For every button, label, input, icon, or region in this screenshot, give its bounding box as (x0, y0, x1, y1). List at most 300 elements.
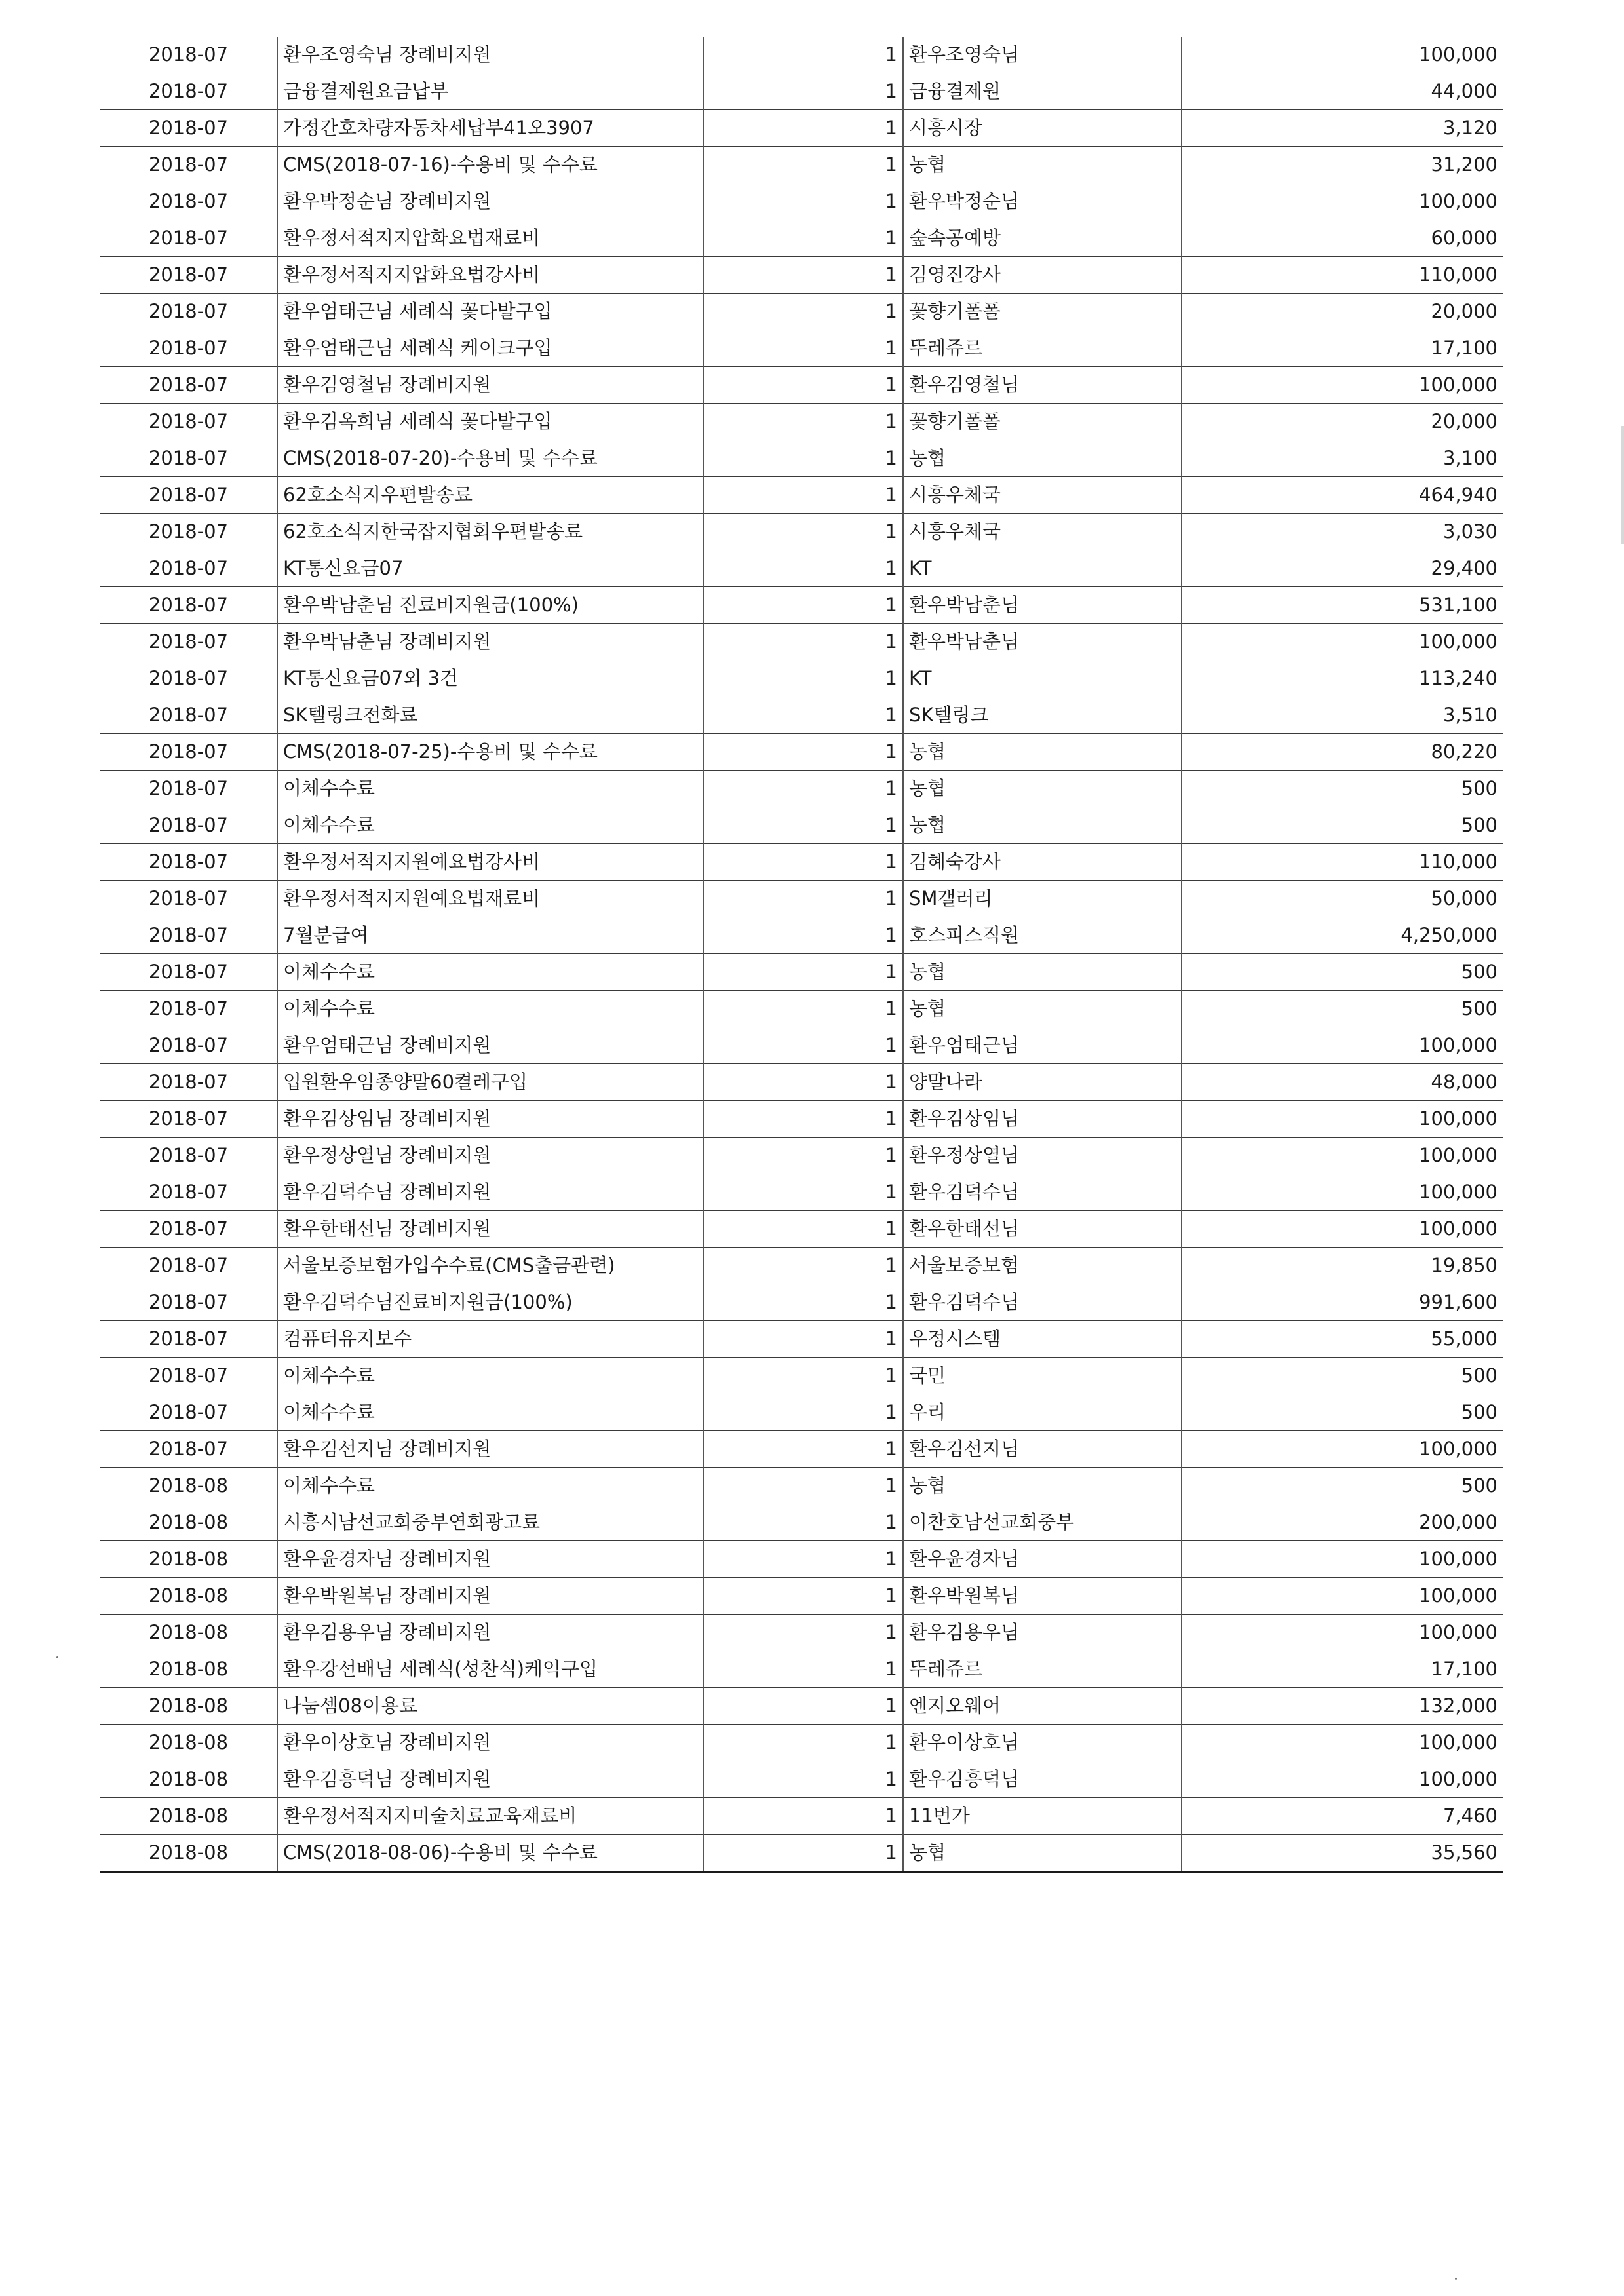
payee-cell: 농협 (903, 147, 1182, 183)
date-cell: 2018-07 (100, 1394, 277, 1431)
amount-cell: 531,100 (1182, 587, 1503, 624)
description-cell: 환우김덕수님진료비지원금(100%) (277, 1284, 703, 1321)
description-cell: 환우엄태근님 장례비지원 (277, 1027, 703, 1064)
description-cell: KT통신요금07 (277, 550, 703, 587)
table-row (100, 110, 1503, 147)
quantity-cell: 1 (703, 37, 903, 73)
table-row (100, 1688, 1503, 1725)
quantity-cell: 1 (703, 844, 903, 881)
payee-cell: 환우박정순님 (903, 183, 1182, 220)
description-cell: 환우김흥덕님 장례비지원 (277, 1761, 703, 1798)
payee-cell: 시흥우체국 (903, 477, 1182, 514)
table-row (100, 624, 1503, 660)
quantity-cell: 1 (703, 991, 903, 1027)
payee-cell: 꽃향기폴폴 (903, 404, 1182, 440)
amount-cell: 200,000 (1182, 1504, 1503, 1541)
table-row (100, 1541, 1503, 1578)
quantity-cell: 1 (703, 550, 903, 587)
date-cell: 2018-07 (100, 917, 277, 954)
quantity-cell: 1 (703, 1248, 903, 1284)
table-row (100, 1651, 1503, 1688)
date-cell: 2018-07 (100, 367, 277, 404)
table-row (100, 1321, 1503, 1358)
amount-cell: 35,560 (1182, 1835, 1503, 1872)
payee-cell: 농협 (903, 734, 1182, 771)
description-cell: CMS(2018-07-20)-수용비 및 수수료 (277, 440, 703, 477)
payee-cell: 환우김흥덕님 (903, 1761, 1182, 1798)
payee-cell: 농협 (903, 1468, 1182, 1504)
table-row (100, 1431, 1503, 1468)
description-cell: 환우한태선님 장례비지원 (277, 1211, 703, 1248)
table-row (100, 147, 1503, 183)
table-row (100, 294, 1503, 330)
description-cell: 시흥시남선교회중부연회광고료 (277, 1504, 703, 1541)
description-cell: 환우김옥희님 세례식 꽃다발구입 (277, 404, 703, 440)
quantity-cell: 1 (703, 1651, 903, 1688)
description-cell: 환우정서적지지미술치료교육재료비 (277, 1798, 703, 1835)
table-row (100, 587, 1503, 624)
amount-cell: 100,000 (1182, 1211, 1503, 1248)
payee-cell: 환우엄태근님 (903, 1027, 1182, 1064)
date-cell: 2018-07 (100, 1431, 277, 1468)
table-row (100, 367, 1503, 404)
amount-cell: 110,000 (1182, 257, 1503, 294)
date-cell: 2018-07 (100, 550, 277, 587)
quantity-cell: 1 (703, 1578, 903, 1615)
payee-cell: 환우윤경자님 (903, 1541, 1182, 1578)
amount-cell: 100,000 (1182, 1027, 1503, 1064)
date-cell: 2018-07 (100, 881, 277, 917)
amount-cell: 100,000 (1182, 1541, 1503, 1578)
payee-cell: 농협 (903, 440, 1182, 477)
date-cell: 2018-07 (100, 1101, 277, 1138)
amount-cell: 100,000 (1182, 1578, 1503, 1615)
table-row (100, 550, 1503, 587)
description-cell: 나눔셈08이용료 (277, 1688, 703, 1725)
date-cell: 2018-07 (100, 587, 277, 624)
quantity-cell: 1 (703, 624, 903, 660)
payee-cell: 환우조영숙님 (903, 37, 1182, 73)
quantity-cell: 1 (703, 220, 903, 257)
payee-cell: 환우정상열님 (903, 1138, 1182, 1174)
description-cell: 환우김용우님 장례비지원 (277, 1615, 703, 1651)
date-cell: 2018-08 (100, 1541, 277, 1578)
quantity-cell: 1 (703, 1468, 903, 1504)
date-cell: 2018-07 (100, 1358, 277, 1394)
amount-cell: 100,000 (1182, 37, 1503, 73)
description-cell: 이체수수료 (277, 954, 703, 991)
description-cell: 환우윤경자님 장례비지원 (277, 1541, 703, 1578)
payee-cell: 농협 (903, 771, 1182, 807)
table-row (100, 991, 1503, 1027)
date-cell: 2018-08 (100, 1615, 277, 1651)
scan-edge-mark (1621, 426, 1624, 544)
quantity-cell: 1 (703, 1101, 903, 1138)
quantity-cell: 1 (703, 771, 903, 807)
amount-cell: 100,000 (1182, 624, 1503, 660)
table-row (100, 1284, 1503, 1321)
payee-cell: 금융결제원 (903, 73, 1182, 110)
table-row (100, 1468, 1503, 1504)
payee-cell: 환우김덕수님 (903, 1174, 1182, 1211)
date-cell: 2018-07 (100, 477, 277, 514)
quantity-cell: 1 (703, 514, 903, 550)
amount-cell: 44,000 (1182, 73, 1503, 110)
table-row (100, 697, 1503, 734)
quantity-cell: 1 (703, 1725, 903, 1761)
description-cell: 환우박남춘님 장례비지원 (277, 624, 703, 660)
payee-cell: 11번가 (903, 1798, 1182, 1835)
table-row (100, 183, 1503, 220)
description-cell: SK텔링크전화료 (277, 697, 703, 734)
date-cell: 2018-07 (100, 660, 277, 697)
payee-cell: 서울보증보험 (903, 1248, 1182, 1284)
date-cell: 2018-07 (100, 1174, 277, 1211)
quantity-cell: 1 (703, 660, 903, 697)
description-cell: 입원환우임종양말60켤레구입 (277, 1064, 703, 1101)
amount-cell: 50,000 (1182, 881, 1503, 917)
quantity-cell: 1 (703, 330, 903, 367)
table-row (100, 37, 1503, 73)
payee-cell: 환우김덕수님 (903, 1284, 1182, 1321)
amount-cell: 500 (1182, 771, 1503, 807)
payee-cell: 이찬호남선교회중부 (903, 1504, 1182, 1541)
amount-cell: 80,220 (1182, 734, 1503, 771)
date-cell: 2018-08 (100, 1651, 277, 1688)
amount-cell: 132,000 (1182, 1688, 1503, 1725)
payee-cell: 숲속공예방 (903, 220, 1182, 257)
description-cell: 이체수수료 (277, 1358, 703, 1394)
payee-cell: SM갤러리 (903, 881, 1182, 917)
table-row (100, 771, 1503, 807)
description-cell: 환우조영숙님 장례비지원 (277, 37, 703, 73)
table-row (100, 220, 1503, 257)
payee-cell: 우정시스템 (903, 1321, 1182, 1358)
description-cell: 62호소식지한국잡지협회우편발송료 (277, 514, 703, 550)
payee-cell: 김혜숙강사 (903, 844, 1182, 881)
date-cell: 2018-07 (100, 183, 277, 220)
date-cell: 2018-07 (100, 844, 277, 881)
date-cell: 2018-08 (100, 1688, 277, 1725)
quantity-cell: 1 (703, 367, 903, 404)
table-row (100, 330, 1503, 367)
quantity-cell: 1 (703, 1798, 903, 1835)
amount-cell: 60,000 (1182, 220, 1503, 257)
amount-cell: 100,000 (1182, 1761, 1503, 1798)
description-cell: 환우정상열님 장례비지원 (277, 1138, 703, 1174)
date-cell: 2018-07 (100, 1138, 277, 1174)
description-cell: 환우엄태근님 세례식 케이크구입 (277, 330, 703, 367)
amount-cell: 3,510 (1182, 697, 1503, 734)
description-cell: 환우박원복님 장례비지원 (277, 1578, 703, 1615)
amount-cell: 500 (1182, 954, 1503, 991)
description-cell: 이체수수료 (277, 1468, 703, 1504)
table-row (100, 1248, 1503, 1284)
amount-cell: 113,240 (1182, 660, 1503, 697)
description-cell: 금융결제원요금납부 (277, 73, 703, 110)
description-cell: 환우정서적지지압화요법강사비 (277, 257, 703, 294)
date-cell: 2018-07 (100, 1284, 277, 1321)
date-cell: 2018-07 (100, 1248, 277, 1284)
amount-cell: 17,100 (1182, 1651, 1503, 1688)
quantity-cell: 1 (703, 147, 903, 183)
amount-cell: 48,000 (1182, 1064, 1503, 1101)
date-cell: 2018-07 (100, 771, 277, 807)
table-row (100, 73, 1503, 110)
description-cell: 이체수수료 (277, 1394, 703, 1431)
payee-cell: 김영진강사 (903, 257, 1182, 294)
date-cell: 2018-07 (100, 220, 277, 257)
description-cell: 환우김덕수님 장례비지원 (277, 1174, 703, 1211)
amount-cell: 3,030 (1182, 514, 1503, 550)
description-cell: 환우김선지님 장례비지원 (277, 1431, 703, 1468)
amount-cell: 19,850 (1182, 1248, 1503, 1284)
table-row (100, 1211, 1503, 1248)
table-row (100, 1101, 1503, 1138)
table-row (100, 1064, 1503, 1101)
date-cell: 2018-07 (100, 440, 277, 477)
quantity-cell: 1 (703, 257, 903, 294)
description-cell: 7월분급여 (277, 917, 703, 954)
description-cell: 이체수수료 (277, 771, 703, 807)
table-row (100, 257, 1503, 294)
amount-cell: 110,000 (1182, 844, 1503, 881)
table-row (100, 660, 1503, 697)
date-cell: 2018-07 (100, 954, 277, 991)
payee-cell: 시흥우체국 (903, 514, 1182, 550)
date-cell: 2018-07 (100, 330, 277, 367)
description-cell: 이체수수료 (277, 807, 703, 844)
quantity-cell: 1 (703, 440, 903, 477)
amount-cell: 500 (1182, 1358, 1503, 1394)
quantity-cell: 1 (703, 1541, 903, 1578)
quantity-cell: 1 (703, 110, 903, 147)
date-cell: 2018-07 (100, 624, 277, 660)
table-row (100, 514, 1503, 550)
amount-cell: 20,000 (1182, 294, 1503, 330)
payee-cell: SK텔링크 (903, 697, 1182, 734)
date-cell: 2018-07 (100, 1321, 277, 1358)
table-row (100, 954, 1503, 991)
date-cell: 2018-07 (100, 257, 277, 294)
payee-cell: 환우이상호님 (903, 1725, 1182, 1761)
table-row (100, 477, 1503, 514)
description-cell: 환우정서적지지압화요법재료비 (277, 220, 703, 257)
date-cell: 2018-07 (100, 404, 277, 440)
payee-cell: 환우박남춘님 (903, 624, 1182, 660)
amount-cell: 100,000 (1182, 1615, 1503, 1651)
table-row (100, 1615, 1503, 1651)
quantity-cell: 1 (703, 1504, 903, 1541)
date-cell: 2018-07 (100, 110, 277, 147)
date-cell: 2018-07 (100, 991, 277, 1027)
description-cell: 환우김상임님 장례비지원 (277, 1101, 703, 1138)
table-row (100, 1798, 1503, 1835)
quantity-cell: 1 (703, 881, 903, 917)
payee-cell: 농협 (903, 954, 1182, 991)
date-cell: 2018-07 (100, 807, 277, 844)
payee-cell: 꽃향기폴폴 (903, 294, 1182, 330)
scan-speck (1455, 2278, 1457, 2280)
table-row (100, 1027, 1503, 1064)
quantity-cell: 1 (703, 73, 903, 110)
description-cell: 가정간호차량자동차세납부41오3907 (277, 110, 703, 147)
amount-cell: 100,000 (1182, 1174, 1503, 1211)
amount-cell: 7,460 (1182, 1798, 1503, 1835)
quantity-cell: 1 (703, 954, 903, 991)
amount-cell: 500 (1182, 1468, 1503, 1504)
quantity-cell: 1 (703, 1394, 903, 1431)
table-row (100, 1394, 1503, 1431)
payee-cell: 환우박원복님 (903, 1578, 1182, 1615)
amount-cell: 3,100 (1182, 440, 1503, 477)
payee-cell: KT (903, 550, 1182, 587)
amount-cell: 464,940 (1182, 477, 1503, 514)
amount-cell: 500 (1182, 991, 1503, 1027)
date-cell: 2018-08 (100, 1468, 277, 1504)
date-cell: 2018-07 (100, 514, 277, 550)
date-cell: 2018-08 (100, 1504, 277, 1541)
amount-cell: 17,100 (1182, 330, 1503, 367)
table-row (100, 1725, 1503, 1761)
description-cell: 62호소식지우편발송료 (277, 477, 703, 514)
payee-cell: 환우김영철님 (903, 367, 1182, 404)
quantity-cell: 1 (703, 1431, 903, 1468)
description-cell: 서울보증보험가입수수료(CMS출금관련) (277, 1248, 703, 1284)
date-cell: 2018-07 (100, 734, 277, 771)
date-cell: 2018-07 (100, 294, 277, 330)
quantity-cell: 1 (703, 183, 903, 220)
description-cell: 이체수수료 (277, 991, 703, 1027)
quantity-cell: 1 (703, 1064, 903, 1101)
description-cell: 환우박정순님 장례비지원 (277, 183, 703, 220)
table-row (100, 1138, 1503, 1174)
description-cell: 환우정서적지지원예요법강사비 (277, 844, 703, 881)
date-cell: 2018-07 (100, 147, 277, 183)
date-cell: 2018-07 (100, 73, 277, 110)
quantity-cell: 1 (703, 734, 903, 771)
table-row (100, 807, 1503, 844)
description-cell: CMS(2018-07-25)-수용비 및 수수료 (277, 734, 703, 771)
payee-cell: 환우한태선님 (903, 1211, 1182, 1248)
payee-cell: 농협 (903, 991, 1182, 1027)
description-cell: CMS(2018-07-16)-수용비 및 수수료 (277, 147, 703, 183)
quantity-cell: 1 (703, 1138, 903, 1174)
quantity-cell: 1 (703, 807, 903, 844)
amount-cell: 100,000 (1182, 1138, 1503, 1174)
amount-cell: 100,000 (1182, 1101, 1503, 1138)
quantity-cell: 1 (703, 1321, 903, 1358)
amount-cell: 500 (1182, 807, 1503, 844)
amount-cell: 29,400 (1182, 550, 1503, 587)
payee-cell: 환우김용우님 (903, 1615, 1182, 1651)
payee-cell: KT (903, 660, 1182, 697)
description-cell: 컴퓨터유지보수 (277, 1321, 703, 1358)
date-cell: 2018-07 (100, 1027, 277, 1064)
payee-cell: 시흥시장 (903, 110, 1182, 147)
amount-cell: 3,120 (1182, 110, 1503, 147)
amount-cell: 100,000 (1182, 1725, 1503, 1761)
ledger-sheet (100, 37, 1503, 1873)
quantity-cell: 1 (703, 1174, 903, 1211)
table-row (100, 1835, 1503, 1872)
payee-cell: 농협 (903, 1835, 1182, 1872)
table-row (100, 1761, 1503, 1798)
table-row (100, 404, 1503, 440)
quantity-cell: 1 (703, 1358, 903, 1394)
description-cell: 환우강선배님 세례식(성찬식)케익구입 (277, 1651, 703, 1688)
description-cell: KT통신요금07외 3건 (277, 660, 703, 697)
payee-cell: 뚜레쥬르 (903, 1651, 1182, 1688)
expense-ledger-table (100, 37, 1503, 1873)
amount-cell: 55,000 (1182, 1321, 1503, 1358)
date-cell: 2018-08 (100, 1798, 277, 1835)
payee-cell: 호스피스직원 (903, 917, 1182, 954)
amount-cell: 100,000 (1182, 1431, 1503, 1468)
description-cell: 환우김영철님 장례비지원 (277, 367, 703, 404)
amount-cell: 991,600 (1182, 1284, 1503, 1321)
date-cell: 2018-08 (100, 1578, 277, 1615)
description-cell: 환우박남춘님 진료비지원금(100%) (277, 587, 703, 624)
description-cell: 환우엄태근님 세례식 꽃다발구입 (277, 294, 703, 330)
quantity-cell: 1 (703, 697, 903, 734)
payee-cell: 국민 (903, 1358, 1182, 1394)
date-cell: 2018-08 (100, 1761, 277, 1798)
ledger-body (100, 37, 1503, 1872)
date-cell: 2018-08 (100, 1725, 277, 1761)
quantity-cell: 1 (703, 587, 903, 624)
payee-cell: 환우김상임님 (903, 1101, 1182, 1138)
scan-speck (56, 1656, 58, 1658)
table-row (100, 1578, 1503, 1615)
payee-cell: 농협 (903, 807, 1182, 844)
date-cell: 2018-07 (100, 1064, 277, 1101)
date-cell: 2018-07 (100, 697, 277, 734)
amount-cell: 31,200 (1182, 147, 1503, 183)
payee-cell: 환우김선지님 (903, 1431, 1182, 1468)
quantity-cell: 1 (703, 477, 903, 514)
description-cell: 환우이상호님 장례비지원 (277, 1725, 703, 1761)
quantity-cell: 1 (703, 1615, 903, 1651)
payee-cell: 뚜레쥬르 (903, 330, 1182, 367)
description-cell: CMS(2018-08-06)-수용비 및 수수료 (277, 1835, 703, 1872)
amount-cell: 500 (1182, 1394, 1503, 1431)
description-cell: 환우정서적지지원예요법재료비 (277, 881, 703, 917)
quantity-cell: 1 (703, 1688, 903, 1725)
date-cell: 2018-07 (100, 1211, 277, 1248)
quantity-cell: 1 (703, 917, 903, 954)
payee-cell: 양말나라 (903, 1064, 1182, 1101)
table-row (100, 844, 1503, 881)
quantity-cell: 1 (703, 1284, 903, 1321)
amount-cell: 20,000 (1182, 404, 1503, 440)
table-row (100, 917, 1503, 954)
quantity-cell: 1 (703, 1761, 903, 1798)
date-cell: 2018-07 (100, 37, 277, 73)
quantity-cell: 1 (703, 294, 903, 330)
table-row (100, 734, 1503, 771)
quantity-cell: 1 (703, 1211, 903, 1248)
quantity-cell: 1 (703, 1027, 903, 1064)
table-row (100, 1358, 1503, 1394)
quantity-cell: 1 (703, 1835, 903, 1872)
amount-cell: 100,000 (1182, 183, 1503, 220)
payee-cell: 엔지오웨어 (903, 1688, 1182, 1725)
date-cell: 2018-08 (100, 1835, 277, 1872)
table-row (100, 1174, 1503, 1211)
amount-cell: 4,250,000 (1182, 917, 1503, 954)
payee-cell: 환우박남춘님 (903, 587, 1182, 624)
